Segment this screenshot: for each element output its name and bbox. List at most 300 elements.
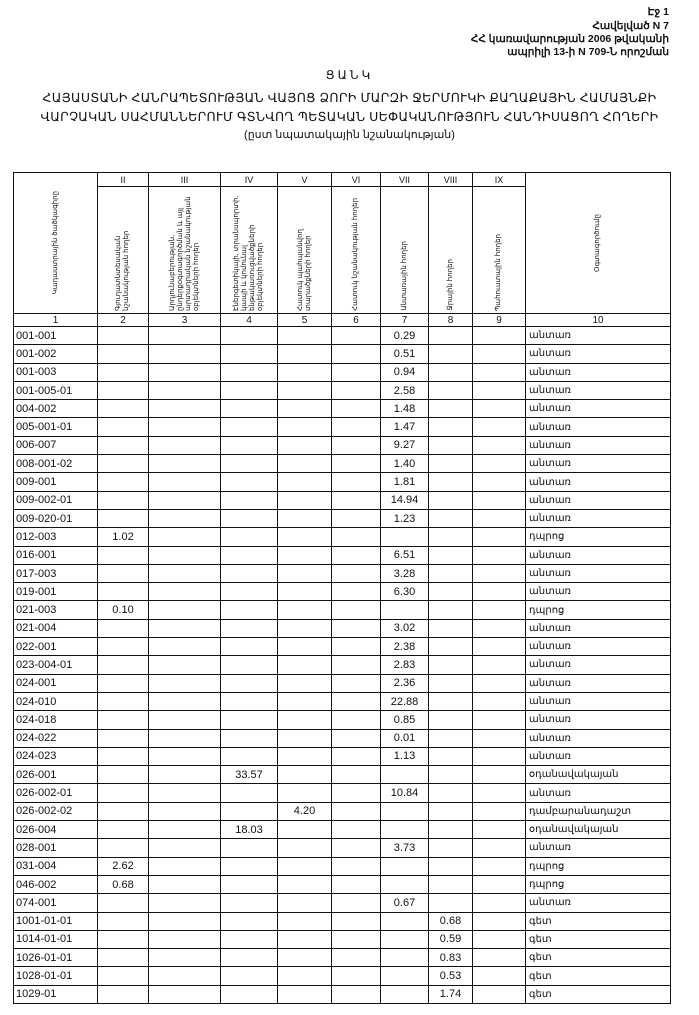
area-cell	[278, 638, 332, 656]
area-cell: 0.51	[381, 345, 429, 363]
subtitle-note: (ըստ նպատակային նշանակության)	[244, 129, 455, 141]
area-cell	[473, 327, 526, 345]
area-cell	[149, 711, 221, 729]
area-cell: 4.20	[278, 802, 332, 820]
column-header-label: Հատուկ պահպանվող տարածքների հողեր	[296, 229, 312, 311]
area-cell: 0.59	[429, 930, 473, 948]
area-cell	[332, 711, 381, 729]
cadastral-code-cell: 017-003	[14, 564, 98, 582]
area-cell	[332, 638, 381, 656]
decree-line-2: ապրիլի 13-ի N 709-Ն որոշման	[507, 46, 669, 58]
table-row	[14, 583, 671, 601]
area-cell	[278, 436, 332, 454]
area-cell	[149, 766, 221, 784]
area-cell	[332, 857, 381, 875]
cadastral-code-cell: 026-002-01	[14, 784, 98, 802]
area-cell	[381, 821, 429, 839]
column-header-label: Գյուղատնտեսական նշանակության հողեր	[115, 230, 130, 311]
table-row	[14, 455, 671, 473]
area-cell	[473, 638, 526, 656]
area-cell	[473, 345, 526, 363]
roman-numeral: III	[149, 173, 221, 187]
area-cell	[278, 546, 332, 564]
cadastral-code-cell: 009-002-01	[14, 491, 98, 509]
usage-cell: անտառ	[526, 363, 671, 381]
area-cell	[473, 821, 526, 839]
area-cell	[149, 491, 221, 509]
area-cell	[332, 528, 381, 546]
area-cell: 9.27	[381, 436, 429, 454]
roman-numeral: V	[278, 173, 332, 187]
column-header-label: Պահուստային հողեր	[495, 233, 502, 311]
area-cell	[149, 656, 221, 674]
table-row	[14, 619, 671, 637]
area-cell	[278, 875, 332, 893]
table-row	[14, 381, 671, 399]
area-cell	[221, 418, 278, 436]
area-cell: 1.02	[98, 528, 149, 546]
area-cell	[278, 327, 332, 345]
table-row	[14, 436, 671, 454]
column-header	[14, 173, 98, 314]
area-cell	[98, 583, 149, 601]
area-cell	[473, 692, 526, 710]
cadastral-code-cell: 028-001	[14, 839, 98, 857]
area-cell	[149, 546, 221, 564]
area-cell	[98, 747, 149, 765]
area-cell	[332, 400, 381, 418]
column-header-label: Հատուկ նշանակության հողեր	[352, 198, 359, 311]
column-number-row	[14, 314, 671, 327]
area-cell: 2.38	[381, 638, 429, 656]
area-cell	[332, 583, 381, 601]
area-cell	[98, 381, 149, 399]
area-cell	[98, 400, 149, 418]
area-cell	[429, 509, 473, 527]
area-cell	[278, 857, 332, 875]
cadastral-code-cell: 021-004	[14, 619, 98, 637]
area-cell	[332, 692, 381, 710]
area-cell	[381, 857, 429, 875]
area-cell	[221, 857, 278, 875]
area-cell	[429, 455, 473, 473]
area-cell	[98, 546, 149, 564]
area-cell	[149, 363, 221, 381]
area-cell	[473, 747, 526, 765]
cadastral-code-cell: 046-002	[14, 875, 98, 893]
table-row	[14, 821, 671, 839]
area-cell	[221, 674, 278, 692]
area-cell	[98, 638, 149, 656]
table-row	[14, 491, 671, 509]
area-cell	[278, 564, 332, 582]
area-cell	[429, 583, 473, 601]
area-cell	[332, 894, 381, 912]
cadastral-code-cell: 001-002	[14, 345, 98, 363]
area-cell	[221, 692, 278, 710]
area-cell	[429, 345, 473, 363]
table-row	[14, 875, 671, 893]
area-cell	[332, 875, 381, 893]
area-cell	[473, 949, 526, 967]
area-cell	[332, 674, 381, 692]
area-cell	[429, 747, 473, 765]
area-cell	[332, 601, 381, 619]
area-cell	[98, 692, 149, 710]
column-header	[526, 173, 671, 314]
area-cell: 3.28	[381, 564, 429, 582]
cadastral-code-cell: 1026-01-01	[14, 949, 98, 967]
area-cell	[278, 619, 332, 637]
usage-cell: անտառ	[526, 619, 671, 637]
area-cell	[149, 674, 221, 692]
area-cell	[221, 436, 278, 454]
table-row	[14, 528, 671, 546]
column-number: 6	[332, 314, 381, 327]
area-cell	[473, 491, 526, 509]
area-cell	[429, 601, 473, 619]
area-cell	[278, 400, 332, 418]
area-cell	[332, 381, 381, 399]
area-cell	[429, 436, 473, 454]
area-cell	[149, 418, 221, 436]
area-cell	[98, 418, 149, 436]
column-number: 8	[429, 314, 473, 327]
area-cell	[473, 619, 526, 637]
column-number: 3	[149, 314, 221, 327]
area-cell	[149, 473, 221, 491]
area-cell: 6.51	[381, 546, 429, 564]
area-cell	[149, 894, 221, 912]
area-cell	[221, 638, 278, 656]
table-row	[14, 857, 671, 875]
area-cell	[473, 436, 526, 454]
area-cell	[332, 985, 381, 1003]
area-cell	[149, 729, 221, 747]
area-cell	[332, 455, 381, 473]
area-cell: 14.94	[381, 491, 429, 509]
area-cell	[98, 821, 149, 839]
area-cell	[429, 766, 473, 784]
area-cell	[473, 894, 526, 912]
area-cell: 3.73	[381, 839, 429, 857]
table-row	[14, 400, 671, 418]
area-cell: 2.36	[381, 674, 429, 692]
table-row	[14, 473, 671, 491]
area-cell	[149, 930, 221, 948]
area-cell	[149, 747, 221, 765]
area-cell	[149, 528, 221, 546]
doc-subtitle	[0, 89, 699, 127]
column-header-label: Ջրային հողեր	[446, 259, 454, 311]
column-number: 9	[473, 314, 526, 327]
cadastral-code-cell: 1001-01-01	[14, 912, 98, 930]
column-header	[98, 187, 149, 314]
area-cell	[221, 345, 278, 363]
cadastral-code-cell: 1014-01-01	[14, 930, 98, 948]
area-cell	[221, 747, 278, 765]
area-cell: 1.23	[381, 509, 429, 527]
column-header	[278, 187, 332, 314]
area-cell	[149, 455, 221, 473]
area-cell	[429, 729, 473, 747]
usage-cell: դպրոց	[526, 601, 671, 619]
cadastral-code-cell: 026-002-02	[14, 802, 98, 820]
area-cell	[473, 674, 526, 692]
usage-cell: անտառ	[526, 327, 671, 345]
area-cell	[98, 784, 149, 802]
roman-numeral: VIII	[429, 173, 473, 187]
usage-cell: անտառ	[526, 491, 671, 509]
area-cell	[429, 381, 473, 399]
area-cell	[429, 784, 473, 802]
table-row	[14, 418, 671, 436]
cadastral-code-cell: 1028-01-01	[14, 967, 98, 985]
area-cell: 22.88	[381, 692, 429, 710]
table-row	[14, 967, 671, 985]
area-cell	[429, 564, 473, 582]
area-cell	[149, 345, 221, 363]
table-row	[14, 327, 671, 345]
column-header	[473, 187, 526, 314]
area-cell: 0.85	[381, 711, 429, 729]
area-cell	[98, 327, 149, 345]
area-cell: 0.83	[429, 949, 473, 967]
usage-cell: դպրոց	[526, 857, 671, 875]
area-cell	[221, 985, 278, 1003]
area-cell	[278, 381, 332, 399]
area-cell	[221, 930, 278, 948]
column-number: 1	[14, 314, 98, 327]
area-cell: 0.53	[429, 967, 473, 985]
area-cell	[429, 821, 473, 839]
usage-cell: գետ	[526, 930, 671, 948]
area-cell	[473, 528, 526, 546]
cadastral-code-cell: 008-001-02	[14, 455, 98, 473]
area-cell	[332, 784, 381, 802]
area-cell	[221, 455, 278, 473]
usage-cell: անտառ	[526, 711, 671, 729]
area-cell	[332, 327, 381, 345]
area-cell	[149, 821, 221, 839]
area-cell	[221, 528, 278, 546]
usage-cell: անտառ	[526, 583, 671, 601]
area-cell	[429, 363, 473, 381]
doc-title: ՑԱՆԿ	[325, 68, 374, 82]
area-cell	[278, 967, 332, 985]
usage-cell: դպրոց	[526, 875, 671, 893]
area-cell: 0.68	[429, 912, 473, 930]
area-cell	[332, 509, 381, 527]
area-cell	[473, 509, 526, 527]
area-cell	[221, 894, 278, 912]
usage-cell: գետ	[526, 967, 671, 985]
table-row	[14, 894, 671, 912]
area-cell	[221, 327, 278, 345]
cadastral-code-cell: 024-022	[14, 729, 98, 747]
subtitle-line-2: ՎԱՐՉԱԿԱՆ ՍԱՀՄԱՆՆԵՐՈՒՄ ԳՏՆՎՈՂ ՊԵՏԱԿԱՆ ՍԵՓԱԿԱՆՈՒԹՅՈՒՆ ՀԱՆԴԻՍԱՑՈՂ ՀՈՂԵՐԻ	[40, 110, 659, 124]
area-cell	[473, 839, 526, 857]
area-cell	[278, 509, 332, 527]
area-cell	[149, 327, 221, 345]
area-cell	[221, 711, 278, 729]
area-cell	[473, 418, 526, 436]
area-cell	[473, 784, 526, 802]
area-cell	[473, 967, 526, 985]
area-cell	[149, 967, 221, 985]
area-cell	[473, 711, 526, 729]
usage-cell: անտառ	[526, 784, 671, 802]
usage-cell: անտառ	[526, 564, 671, 582]
table-row	[14, 345, 671, 363]
area-cell	[429, 711, 473, 729]
area-cell	[149, 400, 221, 418]
usage-cell: գետ	[526, 985, 671, 1003]
area-cell	[429, 802, 473, 820]
cadastral-code-cell: 024-023	[14, 747, 98, 765]
area-cell: 0.94	[381, 363, 429, 381]
table-row	[14, 729, 671, 747]
area-cell	[332, 766, 381, 784]
table-row	[14, 509, 671, 527]
column-header	[149, 187, 221, 314]
table-row	[14, 564, 671, 582]
area-cell	[278, 930, 332, 948]
area-cell	[221, 619, 278, 637]
area-cell	[149, 638, 221, 656]
usage-cell: անտառ	[526, 546, 671, 564]
area-cell	[278, 894, 332, 912]
usage-cell: անտառ	[526, 729, 671, 747]
area-cell: 1.13	[381, 747, 429, 765]
usage-cell: դամբարանադաշտ	[526, 802, 671, 820]
area-cell	[473, 875, 526, 893]
area-cell	[381, 930, 429, 948]
area-cell	[278, 949, 332, 967]
area-cell	[429, 327, 473, 345]
annex-label: Հավելված N 7	[592, 20, 669, 32]
usage-cell: դպրոց	[526, 528, 671, 546]
cadastral-code-cell: 019-001	[14, 583, 98, 601]
usage-cell: անտառ	[526, 345, 671, 363]
area-cell	[332, 912, 381, 930]
area-cell	[221, 875, 278, 893]
area-cell	[429, 546, 473, 564]
area-cell	[221, 912, 278, 930]
area-cell	[221, 839, 278, 857]
column-number: 7	[381, 314, 429, 327]
area-cell	[429, 839, 473, 857]
area-cell	[473, 546, 526, 564]
area-cell	[278, 455, 332, 473]
area-cell	[221, 583, 278, 601]
column-number: 5	[278, 314, 332, 327]
area-cell	[98, 656, 149, 674]
table-row	[14, 363, 671, 381]
cadastral-code-cell: 001-003	[14, 363, 98, 381]
area-cell	[149, 784, 221, 802]
column-header	[429, 187, 473, 314]
area-cell	[98, 894, 149, 912]
area-cell	[473, 363, 526, 381]
land-table	[13, 172, 671, 1004]
cadastral-code-cell: 016-001	[14, 546, 98, 564]
area-cell	[149, 509, 221, 527]
area-cell	[278, 747, 332, 765]
table-row	[14, 656, 671, 674]
area-cell	[149, 857, 221, 875]
area-cell	[332, 473, 381, 491]
area-cell	[473, 985, 526, 1003]
table-row	[14, 930, 671, 948]
area-cell	[381, 985, 429, 1003]
area-cell: 0.10	[98, 601, 149, 619]
cadastral-code-cell: 009-020-01	[14, 509, 98, 527]
area-cell	[332, 802, 381, 820]
area-cell	[149, 692, 221, 710]
area-cell	[149, 949, 221, 967]
usage-cell: անտառ	[526, 894, 671, 912]
area-cell: 0.68	[98, 875, 149, 893]
usage-cell: անտառ	[526, 400, 671, 418]
area-cell	[98, 491, 149, 509]
area-cell	[221, 381, 278, 399]
cadastral-code-cell: 004-002	[14, 400, 98, 418]
area-cell	[98, 564, 149, 582]
usage-cell: անտառ	[526, 509, 671, 527]
area-cell	[278, 345, 332, 363]
area-cell	[221, 601, 278, 619]
area-cell	[221, 473, 278, 491]
area-cell: 1.48	[381, 400, 429, 418]
table-row	[14, 601, 671, 619]
roman-numeral: IV	[221, 173, 278, 187]
area-cell	[473, 802, 526, 820]
area-cell	[278, 674, 332, 692]
column-number: 10	[526, 314, 671, 327]
usage-cell: անտառ	[526, 674, 671, 692]
column-header-label: Արդյունաբերության, ընդերքօգտագործման և այլ արտադրական նշանակության օբյեկտների հողեր	[168, 196, 200, 311]
roman-numeral: II	[98, 173, 149, 187]
table-row	[14, 985, 671, 1003]
area-cell	[98, 345, 149, 363]
area-cell	[149, 583, 221, 601]
area-cell	[473, 564, 526, 582]
area-cell	[473, 583, 526, 601]
area-cell	[332, 821, 381, 839]
area-cell	[429, 674, 473, 692]
area-cell	[429, 692, 473, 710]
area-cell	[221, 509, 278, 527]
area-cell	[278, 656, 332, 674]
usage-cell: գետ	[526, 949, 671, 967]
table-row	[14, 912, 671, 930]
area-cell	[381, 802, 429, 820]
area-cell	[381, 766, 429, 784]
column-header-label: Անտառային հողեր	[400, 241, 408, 311]
column-number: 4	[221, 314, 278, 327]
area-cell	[149, 802, 221, 820]
area-cell	[473, 381, 526, 399]
area-cell	[429, 400, 473, 418]
area-cell	[381, 601, 429, 619]
cadastral-code-cell: 001-005-01	[14, 381, 98, 399]
area-cell: 1.81	[381, 473, 429, 491]
area-cell	[332, 930, 381, 948]
area-cell	[332, 546, 381, 564]
usage-cell: անտառ	[526, 418, 671, 436]
usage-cell: անտառ	[526, 473, 671, 491]
